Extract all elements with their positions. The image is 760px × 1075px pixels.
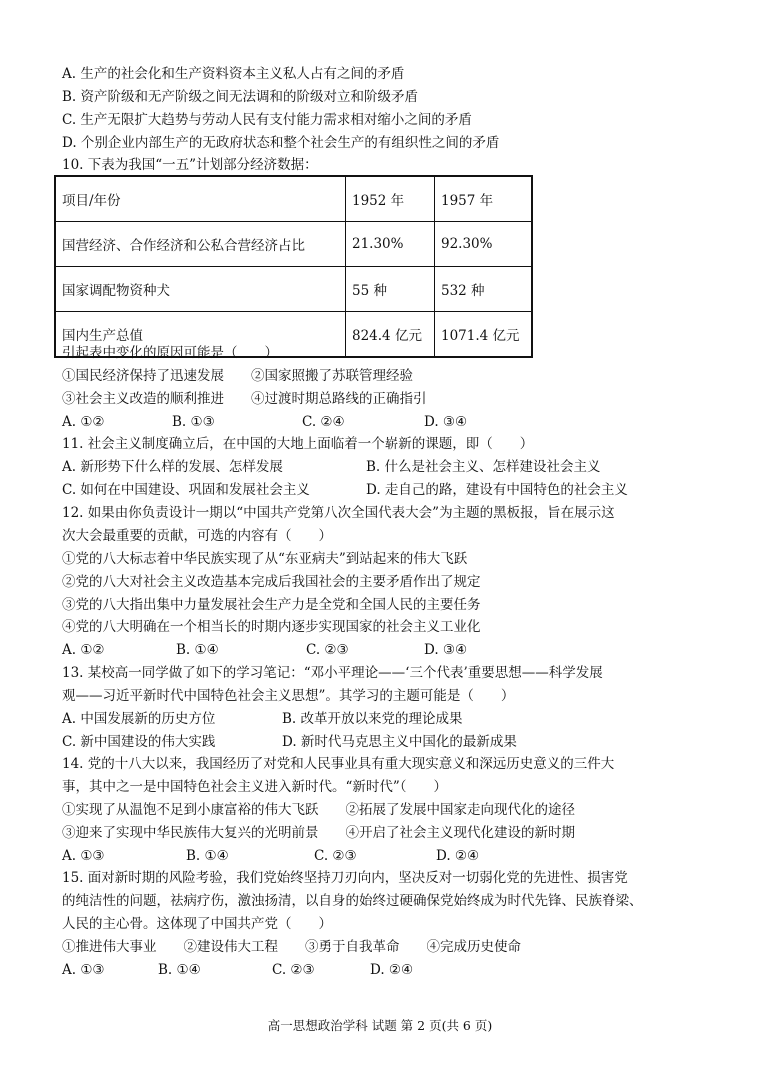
option: A. 新形势下什么样的发展、怎样发展 [62, 459, 283, 475]
table-row [55, 222, 532, 267]
q14-stem-continued: 事，其中之一是中国特色社会主义进入新时代。“新时代”（ ） [62, 779, 448, 795]
q14-options [62, 846, 479, 866]
q15-statement-line: ①推进伟大事业 ②建设伟大工程 ③勇于自我革命 ④完成历史使命 [62, 939, 521, 955]
table-header-cell: 项目/年份 [55, 176, 346, 222]
table-cell: 55 种 [346, 267, 435, 312]
q11-options-row [62, 457, 601, 477]
q10-options [62, 412, 467, 432]
q10-stem: 10. 下表为我国“一五”计划部分经济数据： [62, 157, 318, 173]
q14-statement-line: ③迎来了实现中华民族伟大复兴的光明前景 ④开启了社会主义现代化建设的新时期 [62, 825, 575, 841]
q11-stem: 11. 社会主义制度确立后，在中国的大地上面临着一个崭新的课题，即（ ） [62, 436, 534, 452]
option: C. ②④ [302, 414, 345, 430]
q15-options [62, 960, 413, 980]
option: D. ③④ [424, 642, 468, 658]
option: D. ③④ [424, 414, 468, 430]
q13-stem-continued: 观——习近平新时代中国特色社会主义思想”。其学习的主题可能是（ ） [62, 688, 515, 704]
q15-stem: 15. 面对新时期的风险考验，我们党始终坚持刀刃向内，坚决反对一切弱化党的先进性、损害党 [62, 870, 628, 886]
table-header-row [55, 176, 532, 222]
option: A. 中国发展新的历史方位 [62, 711, 216, 727]
table-cell: 824.4 亿元 [346, 312, 435, 358]
option: B. ①④ [186, 848, 229, 864]
table-cell: 1071.4 亿元 [435, 312, 533, 358]
table-cell: 92.30% [435, 222, 533, 267]
option: C. ②③ [272, 962, 315, 978]
table-header-cell: 1957 年 [435, 176, 533, 222]
q13-options-row [62, 709, 463, 729]
five-year-plan-table [54, 175, 533, 358]
option: B. ①③ [172, 414, 215, 430]
page-footer: 高一思想政治学科 试题 第 2 页(共 6 页) [267, 1018, 493, 1033]
q13-options-row [62, 732, 517, 752]
table-cell: 国营经济、合作经济和公私合营经济占比 [55, 222, 346, 267]
q9-option-c: C. 生产无限扩大趋势与劳动人民有支付能力需求相对缩小之间的矛盾 [62, 112, 472, 128]
option: D. ②④ [436, 848, 480, 864]
q12-options [62, 640, 467, 660]
option: A. ①② [62, 642, 105, 658]
option: A. ①③ [62, 962, 105, 978]
option: A. ①③ [62, 848, 105, 864]
table-cell: 国内生产总值 [55, 312, 346, 358]
option: A. ①② [62, 414, 105, 430]
q11-options-row [62, 480, 628, 500]
q9-option-a: A. 生产的社会化和生产资料资本主义私人占有之间的矛盾 [62, 66, 405, 82]
q13-stem: 13. 某校高一同学做了如下的学习笔记：“邓小平理论——‘三个代表’重要思想——科学发展 [62, 665, 603, 681]
q9-option-d: D. 个别企业内部生产的无政府状态和整个社会生产的有组织性之间的矛盾 [62, 135, 500, 151]
option: D. 走自己的路，建设有中国特色的社会主义 [366, 482, 628, 498]
table-cell: 21.30% [346, 222, 435, 267]
table-cell: 国家调配物资种犬 [55, 267, 346, 312]
q12-statement-line: ③党的八大指出集中力量发展社会生产力是全党和全国人民的主要任务 [62, 597, 481, 613]
option: D. 新时代马克思主义中国化的最新成果 [282, 734, 517, 750]
q12-stem-continued: 次大会最重要的贡献，可选的内容有（ ） [62, 528, 332, 544]
q12-statement-line: ①党的八大标志着中华民族实现了从“东亚病夫”到站起来的伟大飞跃 [62, 551, 468, 567]
option: C. ②③ [314, 848, 357, 864]
option: B. 改革开放以来党的理论成果 [282, 711, 463, 727]
option: C. 新中国建设的伟大实践 [62, 734, 216, 750]
q15-stem-continued: 人民的主心骨。这体现了中国共产党（ ） [62, 916, 332, 932]
q9-option-b: B. 资产阶级和无产阶级之间无法调和的阶级对立和阶级矛盾 [62, 89, 419, 105]
option: B. ①④ [158, 962, 201, 978]
q10-statement-line: ①国民经济保持了迅速发展 ②国家照搬了苏联管理经验 [62, 368, 413, 384]
option: C. ②③ [306, 642, 349, 658]
table-header-cell: 1952 年 [346, 176, 435, 222]
q14-stem: 14. 党的十八大以来，我国经历了对党和人民事业具有重大现实意义和深远历史意义的三件大 [62, 756, 615, 772]
option: B. ①④ [176, 642, 219, 658]
q14-statement-line: ①实现了从温饱不足到小康富裕的伟大飞跃 ②拓展了发展中国家走向现代化的途径 [62, 802, 575, 818]
q10-question: 引起表中变化的原因可能是（ ） [62, 345, 278, 361]
option: D. ②④ [370, 962, 414, 978]
q12-statement-line: ④党的八大明确在一个相当长的时期内逐步实现国家的社会主义工业化 [62, 619, 481, 635]
table-row [55, 267, 532, 312]
q12-statement-line: ②党的八大对社会主义改造基本完成后我国社会的主要矛盾作出了规定 [62, 574, 481, 590]
option: C. 如何在中国建设、巩固和发展社会主义 [62, 482, 310, 498]
q15-stem-continued: 的纯洁性的问题，祛病疗伤，激浊扬清，以自身的始终过硬确保党始终成为时代先锋、民族脊梁、 [62, 893, 643, 909]
q10-statement-line: ③社会主义改造的顺利推进 ④过渡时期总路线的正确指引 [62, 391, 427, 407]
table-cell: 532 种 [435, 267, 533, 312]
q12-stem: 12. 如果由你负责设计一期以“中国共产党第八次全国代表大会”为主题的黑板报，旨在展示这 [62, 505, 615, 521]
option: B. 什么是社会主义、怎样建设社会主义 [366, 459, 601, 475]
